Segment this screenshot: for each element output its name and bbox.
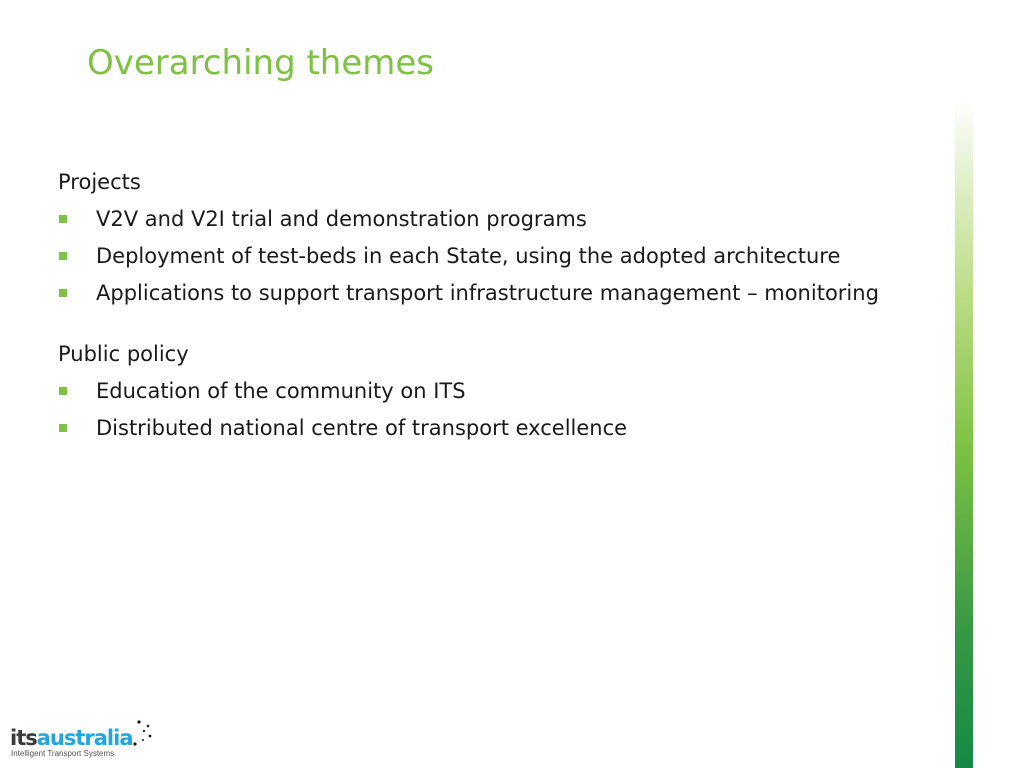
- logo-australia-text: australia: [36, 726, 133, 750]
- slide-title: Overarching themes: [87, 43, 435, 83]
- bullet-text: Deployment of test-beds in each State, using the adopted architecture: [96, 244, 841, 268]
- bullet-text: V2V and V2I trial and demonstration programs: [96, 207, 587, 231]
- bullet-text: Education of the community on ITS: [96, 379, 466, 403]
- bullet-item: [58, 278, 938, 308]
- bullet-list: [58, 376, 938, 443]
- bullet-item: [58, 204, 938, 234]
- bullet-text: Distributed national centre of transport excellence: [96, 416, 628, 440]
- section-heading: Projects: [58, 170, 141, 194]
- square-bullet-icon: [59, 387, 67, 395]
- square-bullet-icon: [59, 424, 67, 432]
- bullet-list: [58, 204, 938, 308]
- bullet-item: [58, 241, 938, 271]
- slide-body: [58, 166, 938, 450]
- logo-wordmark: [10, 726, 133, 750]
- section-heading: Public policy: [58, 342, 189, 366]
- stars-icon: [128, 718, 154, 748]
- bullet-text: Applications to support transport infrastructure management – monitoring: [96, 281, 879, 305]
- its-australia-logo: [10, 718, 160, 764]
- square-bullet-icon: [59, 289, 67, 297]
- logo-its-text: its: [10, 726, 37, 750]
- section-public-policy: [58, 338, 938, 443]
- decorative-gradient-bar: [955, 100, 973, 768]
- square-bullet-icon: [59, 252, 67, 260]
- square-bullet-icon: [59, 215, 67, 223]
- bullet-item: [58, 413, 938, 443]
- section-projects: [58, 166, 938, 308]
- logo-tagline: Intelligent Transport Systems: [11, 749, 115, 758]
- bullet-item: [58, 376, 938, 406]
